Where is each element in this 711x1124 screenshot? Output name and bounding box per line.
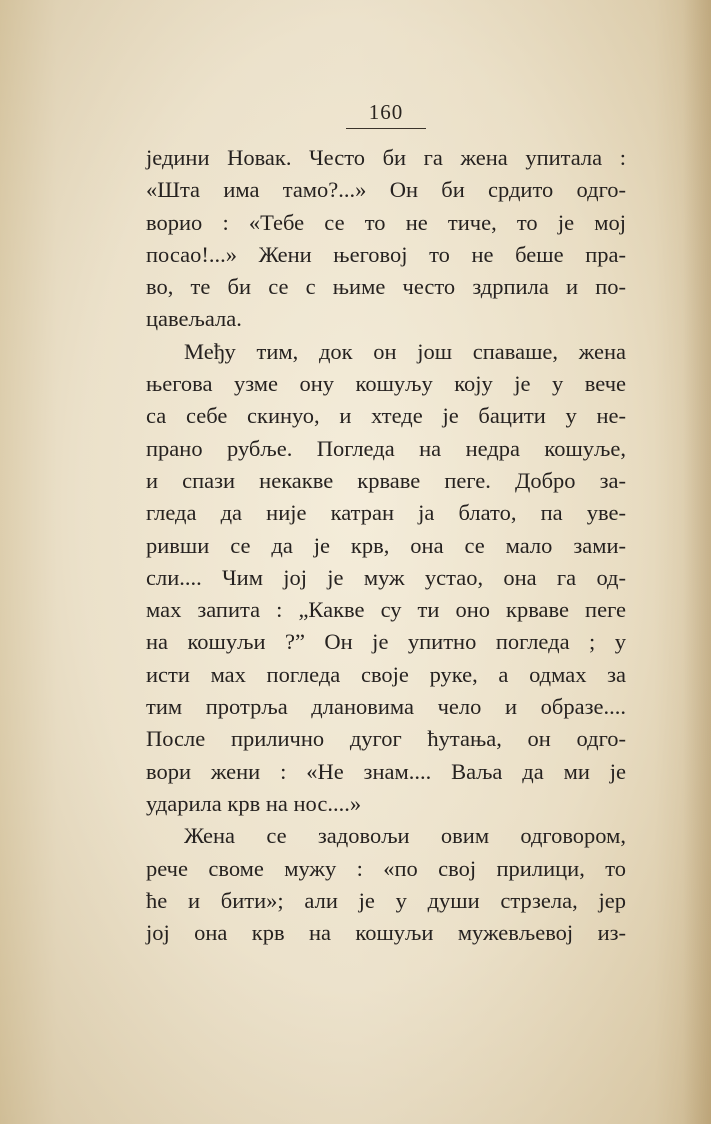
text-line: мах запита : „Какве су ти оно крваве пеге bbox=[146, 597, 626, 623]
text-line: рече своме мужу : «по свој прилици, то bbox=[146, 855, 626, 881]
text-line: ворио : «Тебе се то не тиче, то је мој bbox=[146, 209, 626, 235]
text-line: на кошуљи ?” Он је упитно погледа ; у bbox=[146, 629, 626, 655]
text-line: цавељала. bbox=[146, 306, 242, 332]
text-line: Жена се задовољи овим одговором, bbox=[184, 823, 626, 849]
page-number-rule bbox=[346, 128, 426, 129]
text-line: «Шта има тамо?...» Он би срдито одго- bbox=[146, 177, 626, 203]
text-line: сли.... Чим јој је муж устао, она га од- bbox=[146, 564, 626, 590]
text-line: посао!...» Жени његовој то не беше пра- bbox=[146, 241, 626, 267]
text-line: са себе скинуо, и хтеде је бацити у не- bbox=[146, 403, 626, 429]
text-line: ривши се да је крв, она се мало зами- bbox=[146, 532, 626, 558]
text-line: Међу тим, док он још спаваше, жена bbox=[184, 338, 626, 364]
text-line: вори жени : «Не знам.... Ваља да ми је bbox=[146, 758, 626, 784]
body-text bbox=[146, 142, 626, 949]
text-line: једини Новак. Често би га жена упитала : bbox=[146, 145, 626, 170]
text-line: ударила крв на нос....» bbox=[146, 790, 362, 816]
text-line: После прилично дугог ћутања, он одго- bbox=[146, 726, 626, 752]
text-line: прано рубље. Погледа на недра кошуље, bbox=[146, 435, 626, 461]
text-line: во, те би се с њиме често здрпила и по- bbox=[146, 274, 626, 300]
page-number: 160 bbox=[368, 100, 404, 124]
text-line: ће и бити»; али је у души стрзела, јер bbox=[146, 887, 626, 913]
text-line: и спази некакве крваве пеге. Добро за- bbox=[146, 467, 626, 493]
text-line: исти мах погледа своје руке, а одмах за bbox=[146, 661, 626, 687]
text-line: гледа да није катран ја блато, па уве- bbox=[146, 500, 626, 526]
text-line: јој она крв на кошуљи мужевљевој из- bbox=[146, 920, 626, 946]
page-edge-shadow bbox=[683, 0, 711, 1124]
text-line: његова узме ону кошуљу коју је у вече bbox=[146, 371, 626, 397]
text-line: тим протрља дланoвима чело и образе.... bbox=[146, 694, 626, 720]
